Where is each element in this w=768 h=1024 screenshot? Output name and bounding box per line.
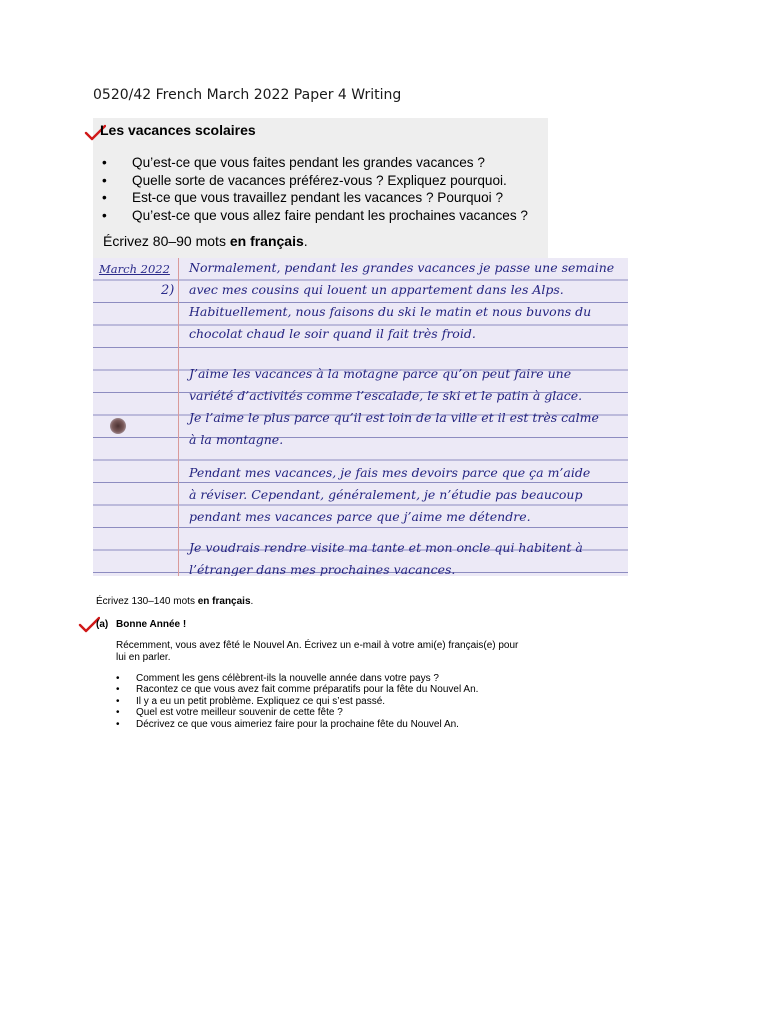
question-item: • Quel est votre meilleur souvenir de cette fête ? <box>95 707 478 718</box>
part-label: (a) <box>96 619 109 630</box>
question-item: • Il y a eu un petit problème. Expliquez ce qui s’est passé. <box>95 696 478 707</box>
handwritten-line: Je l’aime le plus parce qu’il est loin de la ville et il est très calme <box>189 410 599 425</box>
instruction-text: Écrivez 130–140 mots <box>96 596 198 607</box>
instruction-end: . <box>250 596 254 607</box>
instruction-emphasis: en français <box>229 233 304 249</box>
section1-instruction <box>103 233 308 249</box>
handwritten-line: pendant mes vacances parce que j’aime me détendre. <box>189 509 531 524</box>
section2-question-list <box>95 673 478 730</box>
question-item: • Qu’est-ce que vous allez faire pendant les prochaines vacances ? <box>94 207 528 225</box>
question-item: • Quelle sorte de vacances préférez-vous ? Expliquez pourquoi. <box>94 172 528 190</box>
handwritten-date: March 2022 <box>99 262 170 276</box>
section2-intro: Récemment, vous avez fêté le Nouvel An. Écrivez un e-mail à votre ami(e) français(e) pour lui en parler. <box>116 640 519 663</box>
instruction-end: . <box>303 233 308 249</box>
handwritten-question-number: 2) <box>161 283 175 298</box>
section2-instruction <box>96 596 253 607</box>
handwritten-line: variété d’activités comme l’escalade, le ski et le patin à glace. <box>189 388 583 403</box>
handwritten-line: l’étranger dans mes prochaines vacances. <box>189 562 456 576</box>
question-item: • Décrivez ce que vous aimeriez faire pour la prochaine fête du Nouvel An. <box>95 719 478 730</box>
handwritten-answer-photo <box>93 258 628 576</box>
question-item: • Qu’est-ce que vous faites pendant les grandes vacances ? <box>94 154 528 172</box>
question-item: • Comment les gens célèbrent-ils la nouvelle année dans votre pays ? <box>95 673 478 684</box>
handwritten-line: J’aime les vacances à la motagne parce qu’on peut faire une <box>189 366 572 381</box>
instruction-emphasis: en français <box>197 596 251 607</box>
handwritten-line: Pendant mes vacances, je fais mes devoirs parce que ça m’aide <box>189 465 591 480</box>
handwritten-line: à la montagne. <box>189 432 284 447</box>
section2-heading: Bonne Année ! <box>116 619 187 630</box>
question-item: • Est-ce que vous travaillez pendant les vacances ? Pourquoi ? <box>94 189 528 207</box>
punch-hole <box>110 418 126 434</box>
handwritten-line: à réviser. Cependant, généralement, je n’étudie pas beaucoup <box>189 487 583 502</box>
handwritten-line: Je voudrais rendre visite ma tante et mon oncle qui habitent à <box>189 540 583 555</box>
question-item: • Racontez ce que vous avez fait comme préparatifs pour la fête du Nouvel An. <box>95 684 478 695</box>
handwritten-line: Habituellement, nous faisons du ski le matin et nous buvons du <box>189 304 592 319</box>
section1-heading: Les vacances scolaires <box>100 122 256 138</box>
instruction-text: Écrivez 80–90 mots <box>103 233 230 249</box>
document-title: 0520/42 French March 2022 Paper 4 Writing <box>93 87 402 103</box>
handwritten-line: avec mes cousins qui louent un appartement dans les Alps. <box>189 282 564 297</box>
handwritten-line: chocolat chaud le soir quand il fait très froid. <box>189 326 476 341</box>
handwritten-line: Normalement, pendant les grandes vacances je passe une semaine <box>189 260 615 275</box>
section1-question-list <box>94 154 528 224</box>
